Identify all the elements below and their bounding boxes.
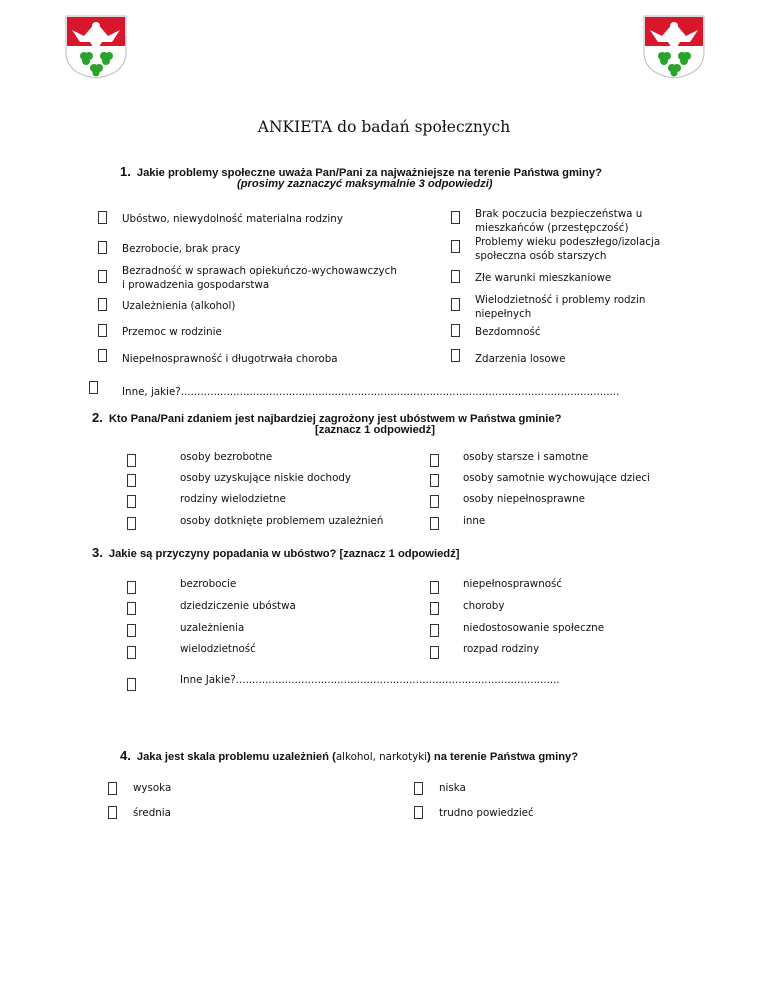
- q3-question: [92, 545, 459, 560]
- q2-option-right-4: inne: [463, 515, 486, 527]
- q2-checkbox-2[interactable]: [127, 474, 136, 487]
- q3-checkbox-8[interactable]: [430, 646, 439, 659]
- q2-option-right-1: osoby starsze i samotne: [463, 451, 589, 463]
- q1-checkbox-10[interactable]: [451, 298, 460, 311]
- q2-checkbox-7[interactable]: [430, 495, 439, 508]
- q4-checkbox-1[interactable]: [108, 782, 117, 795]
- q4-question-text-a: Jaka jest skala problemu uzależnień (: [136, 751, 336, 763]
- q4-option-right-1: niska: [439, 782, 466, 794]
- q3-checkbox-4[interactable]: [127, 646, 136, 659]
- q1-checkbox-5[interactable]: [98, 324, 107, 337]
- q3-option-right-4: rozpad rodziny: [463, 643, 540, 655]
- q2-checkbox-5[interactable]: [430, 454, 439, 467]
- q2-number: 2.: [92, 410, 103, 425]
- q1-option-left-6: Niepełnosprawność i długotrwała choroba: [122, 353, 338, 365]
- q4-option-left-2: średnia: [133, 807, 171, 819]
- q1-other-field[interactable]: Inne, jakie?......................................................................................................................................: [122, 386, 620, 398]
- q3-checkbox-1[interactable]: [127, 581, 136, 594]
- q1-option-right-2a: Problemy wieku podeszłego/izolacja: [475, 236, 661, 248]
- q3-checkbox-other[interactable]: [127, 678, 136, 691]
- q4-checkbox-3[interactable]: [414, 782, 423, 795]
- q2-option-left-3: rodziny wielodzietne: [180, 493, 286, 505]
- q3-option-right-3: niedostosowanie społeczne: [463, 622, 605, 634]
- q2-question-text: Kto Pana/Pani zdaniem jest najbardziej zagrożony jest ubóstwem w Państwa gminie?: [108, 413, 562, 425]
- q1-checkbox-7[interactable]: [451, 211, 460, 224]
- q1-option-right-6: Zdarzenia losowe: [475, 353, 566, 365]
- q4-number: 4.: [120, 748, 131, 763]
- q4-option-left-1: wysoka: [133, 782, 172, 794]
- q1-checkbox-8[interactable]: [451, 240, 460, 253]
- q1-option-right-4b: niepełnych: [475, 308, 532, 320]
- q1-option-right-1a: Brak poczucia bezpieczeństwa u: [475, 208, 643, 220]
- q2-question: [92, 410, 561, 425]
- q1-checkbox-3[interactable]: [98, 270, 107, 283]
- q1-option-right-3: Złe warunki mieszkaniowe: [475, 272, 612, 284]
- q1-option-left-1: Ubóstwo, niewydolność materialna rodziny: [122, 213, 343, 225]
- q1-checkbox-12[interactable]: [451, 349, 460, 362]
- q1-option-left-3a: Bezradność w sprawach opiekuńczo-wychowawczych: [122, 265, 397, 277]
- q1-note: (prosimy zaznaczyć maksymalnie 3 odpowiedzi): [237, 178, 493, 190]
- q4-question: [120, 748, 578, 763]
- q1-option-right-1b: mieszkańców (przestępczość): [475, 222, 629, 234]
- q1-checkbox-4[interactable]: [98, 298, 107, 311]
- q1-option-left-5: Przemoc w rodzinie: [122, 326, 222, 338]
- q3-option-left-4: wielodzietność: [180, 643, 256, 655]
- q2-option-right-3: osoby niepełnosprawne: [463, 493, 585, 505]
- q1-checkbox-other[interactable]: [89, 381, 98, 394]
- q2-checkbox-6[interactable]: [430, 474, 439, 487]
- q3-checkbox-2[interactable]: [127, 602, 136, 615]
- q4-checkbox-2[interactable]: [108, 806, 117, 819]
- q2-checkbox-3[interactable]: [127, 495, 136, 508]
- q3-checkbox-3[interactable]: [127, 624, 136, 637]
- q3-question-text: Jakie są przyczyny popadania w ubóstwo? [zaznacz 1 odpowiedź]: [108, 548, 460, 560]
- q3-checkbox-7[interactable]: [430, 624, 439, 637]
- q4-checkbox-4[interactable]: [414, 806, 423, 819]
- q1-checkbox-6[interactable]: [98, 349, 107, 362]
- q2-checkbox-4[interactable]: [127, 517, 136, 530]
- q1-option-right-5: Bezdomność: [475, 326, 541, 338]
- page-title: ANKIETA do badań społecznych: [257, 118, 511, 136]
- q1-question-text: Jakie problemy społeczne uważa Pan/Pani za najważniejsze na terenie Państwa gminy?: [136, 167, 602, 179]
- q4-question-text-c: ) na terenie Państwa gminy?: [427, 751, 579, 763]
- q2-option-left-4: osoby dotknięte problemem uzależnień: [180, 515, 384, 527]
- q1-option-right-4a: Wielodzietność i problemy rodzin: [475, 294, 646, 306]
- q2-option-left-1: osoby bezrobotne: [180, 451, 273, 463]
- q1-question: [120, 164, 602, 179]
- q1-option-left-2: Bezrobocie, brak pracy: [122, 243, 241, 255]
- q2-checkbox-8[interactable]: [430, 517, 439, 530]
- q4-question-text-b: alkohol, narkotyki: [335, 751, 428, 763]
- coat-of-arms-right-logo: [640, 12, 708, 80]
- q3-option-left-1: bezrobocie: [180, 578, 237, 590]
- q3-option-right-1: niepełnosprawność: [463, 578, 563, 590]
- q3-checkbox-5[interactable]: [430, 581, 439, 594]
- q4-option-right-2: trudno powiedzieć: [439, 807, 534, 819]
- q2-option-left-2: osoby uzyskujące niskie dochody: [180, 472, 352, 484]
- q1-checkbox-2[interactable]: [98, 241, 107, 254]
- coat-of-arms-left-logo: [62, 12, 130, 80]
- q1-option-left-3b: i prowadzenia gospodarstwa: [122, 279, 270, 291]
- q1-checkbox-11[interactable]: [451, 324, 460, 337]
- q1-option-right-2b: społeczna osób starszych: [475, 250, 607, 262]
- q2-option-right-2: osoby samotnie wychowujące dzieci: [463, 472, 650, 484]
- q3-checkbox-6[interactable]: [430, 602, 439, 615]
- q3-option-left-2: dziedziczenie ubóstwa: [180, 600, 296, 612]
- q1-option-left-4: Uzależnienia (alkohol): [122, 300, 236, 312]
- q3-option-left-3: uzależnienia: [180, 622, 245, 634]
- q1-checkbox-1[interactable]: [98, 211, 107, 224]
- q3-other-field[interactable]: Inne Jakie?...................................................................................................: [180, 674, 560, 686]
- q1-checkbox-9[interactable]: [451, 270, 460, 283]
- q1-number: 1.: [120, 164, 131, 179]
- q2-checkbox-1[interactable]: [127, 454, 136, 467]
- q3-number: 3.: [92, 545, 103, 560]
- q3-option-right-2: choroby: [463, 600, 505, 612]
- q2-note: [zaznacz 1 odpowiedź]: [315, 424, 435, 436]
